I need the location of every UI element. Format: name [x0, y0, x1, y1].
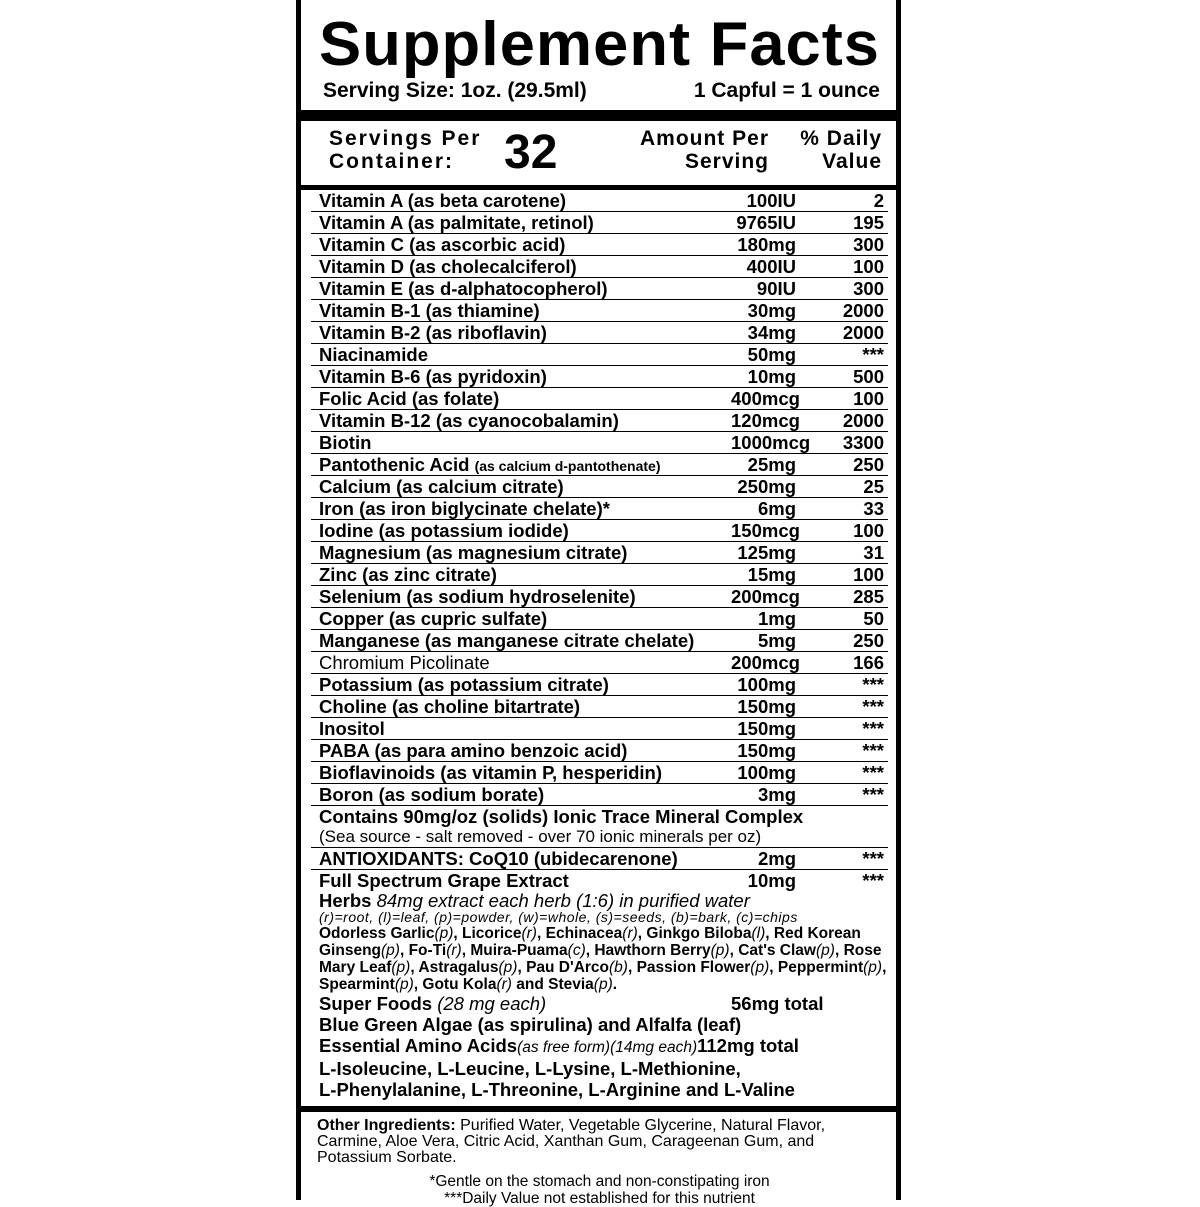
nutrient-row — [311, 564, 888, 586]
nutrient-amount: 2mg — [757, 848, 796, 869]
nutrient-name — [319, 256, 731, 277]
nutrient-row — [311, 322, 888, 344]
nutrient-amount: 6mg — [757, 498, 796, 519]
amino-acids-line-1: L-Isoleucine, L-Leucine, L-Lysine, L-Methionine, — [319, 1058, 741, 1079]
nutrient-name-text: Copper (as cupric sulfate) — [319, 608, 548, 629]
nutrient-amount: 400IU — [746, 256, 796, 277]
herb-part: (l) — [751, 925, 766, 942]
nutrient-amount: 200mcg — [731, 652, 800, 673]
other-ingredients-text: Purified Water, Vegetable Glycerine, Natural Flavor, Carmine, Aloe Vera, Citric Acid, Xanthan Gum, Carageenan Gum, and Potassium Sorbate. — [317, 1117, 826, 1166]
herb-name: Echinacea — [545, 925, 623, 942]
nutrient-row — [311, 718, 888, 740]
nutrient-amount: 5mg — [757, 630, 796, 651]
nutrient-amount: 180mg — [737, 234, 796, 255]
dv-header-line-2: Value — [822, 150, 882, 173]
herb-name: Passion Flower — [636, 959, 751, 976]
herb-separator: , — [517, 959, 527, 976]
servings-label-line-1: Servings Per — [329, 127, 482, 150]
herb-separator: , — [769, 959, 778, 976]
nutrient-amount: 400mcg — [731, 388, 800, 409]
nutrient-row — [311, 278, 888, 300]
nutrient-name — [319, 608, 731, 629]
nutrient-row — [311, 476, 888, 498]
serving-info — [311, 78, 888, 104]
nutrient-dv: 25 — [863, 476, 884, 497]
herbs-key: (r)=root, (l)=leaf, (p)=powder, (w)=whole, (s)=seeds, (b)=bark, (c)=chips — [319, 909, 798, 925]
nutrient-name-text: Potassium (as potassium citrate) — [319, 674, 609, 695]
herb-part: (p) — [863, 959, 883, 976]
nutrient-name-text: Iodine (as potassium iodide) — [319, 520, 569, 541]
nutrient-row — [311, 256, 888, 278]
nutrient-dv: 31 — [863, 542, 884, 563]
herb-name: Peppermint — [777, 959, 864, 976]
nutrient-name-text: Magnesium (as magnesium citrate) — [319, 542, 628, 563]
herb-name: Rose Mary Leaf — [319, 942, 882, 976]
nutrient-dv: *** — [862, 718, 884, 739]
nutrient-row — [311, 674, 888, 696]
nutrient-row — [311, 784, 888, 806]
antioxidants-row — [311, 848, 888, 870]
herb-part: (p) — [498, 959, 518, 976]
herb-separator: , — [882, 959, 887, 976]
capful-note: 1 Capful = 1 ounce — [693, 79, 880, 102]
nutrient-name — [319, 212, 731, 233]
nutrient-dv: *** — [862, 870, 884, 891]
nutrient-dv: 250 — [853, 630, 884, 651]
nutrient-name-text: Selenium (as sodium hydroselenite) — [319, 586, 636, 607]
nutrient-amount: 50mg — [747, 344, 796, 365]
thick-divider — [301, 110, 896, 121]
nutrient-amount: 90IU — [756, 278, 796, 299]
nutrient-name — [319, 520, 731, 541]
nutrient-name-text: Iron (as iron biglycinate chelate)* — [319, 498, 610, 519]
nutrient-row — [311, 410, 888, 432]
footnote-daily-value: ***Daily Value not established for this nutrient — [444, 1190, 755, 1207]
herb-name: Astragalus — [418, 959, 499, 976]
nutrient-list — [311, 190, 888, 806]
nutrient-dv: *** — [862, 784, 884, 805]
nutrient-dv: 100 — [853, 388, 884, 409]
nutrient-name — [319, 476, 731, 497]
herb-part: (p) — [394, 976, 414, 993]
nutrient-row — [311, 300, 888, 322]
nutrient-name — [319, 322, 731, 343]
herb-name: Hawthorn Berry — [594, 942, 711, 959]
nutrient-dv: 2000 — [842, 410, 884, 431]
herb-separator: . — [612, 976, 618, 993]
nutrient-row — [311, 388, 888, 410]
nutrient-name — [319, 454, 731, 477]
nutrient-name — [319, 278, 731, 299]
nutrient-amount: 15mg — [747, 564, 796, 585]
herb-name: Ginkgo Biloba — [646, 925, 752, 942]
herb-part: (r) — [622, 925, 638, 942]
herb-separator: , — [585, 942, 595, 959]
nutrient-name — [319, 564, 731, 585]
nutrient-dv: 195 — [853, 212, 884, 233]
nutrient-name-text: Niacinamide — [319, 344, 428, 365]
nutrient-amount: 34mg — [747, 322, 796, 343]
nutrient-dv: 2000 — [842, 322, 884, 343]
herb-name: Gotu Kola — [422, 976, 497, 993]
amino-acids-heading — [311, 1035, 888, 1058]
herb-name: Red Korean Ginseng — [319, 925, 861, 959]
nutrient-row — [311, 190, 888, 212]
nutrient-name-text: Biotin — [319, 432, 372, 453]
nutrient-name — [319, 542, 731, 563]
super-foods-items: Blue Green Algae (as spirulina) and Alfalfa (leaf) — [319, 1014, 742, 1035]
herb-name: Cat's Claw — [738, 942, 816, 959]
super-foods-heading — [319, 993, 731, 1014]
nutrient-name-text: Vitamin D (as cholecalciferol) — [319, 256, 577, 277]
nutrient-name — [319, 344, 731, 365]
herb-separator: , — [453, 925, 463, 942]
nutrient-amount: 1mg — [757, 608, 796, 629]
amino-label: Essential Amino Acids — [319, 1035, 518, 1056]
nutrient-row — [311, 630, 888, 652]
nutrient-name-text: Vitamin C (as ascorbic acid) — [319, 234, 566, 255]
nutrient-row — [311, 696, 888, 718]
herbs-heading — [311, 891, 888, 910]
nutrient-dv: 300 — [853, 278, 884, 299]
nutrient-name-text: Bioflavinoids (as vitamin P, hesperidin) — [319, 762, 663, 783]
nutrient-row — [311, 762, 888, 784]
nutrient-name — [319, 586, 731, 607]
nutrient-dv: *** — [862, 344, 884, 365]
nutrient-name-text: Vitamin B-6 (as pyridoxin) — [319, 366, 547, 387]
nutrient-dv: 3300 — [842, 432, 884, 453]
servings-label-line-2: Container: — [329, 150, 454, 173]
herb-part: (c) — [567, 942, 586, 959]
nutrient-name: Full Spectrum Grape Extract — [319, 870, 569, 891]
nutrient-name-text: Calcium (as calcium citrate) — [319, 476, 564, 497]
other-ingredients-label: Other Ingredients: — [317, 1117, 456, 1134]
nutrient-name — [319, 740, 731, 761]
nutrient-name — [319, 190, 731, 211]
nutrient-row — [311, 740, 888, 762]
nutrient-name-text: Pantothenic Acid — [319, 454, 470, 475]
amino-description: (as free form)(14mg each) — [517, 1039, 698, 1056]
herb-separator: , — [399, 942, 409, 959]
herb-name: Spearmint — [319, 976, 395, 993]
trace-mineral-note: (Sea source - salt removed - over 70 ionic minerals per oz) — [311, 827, 888, 848]
herb-name: Pau D'Arco — [526, 959, 610, 976]
nutrient-row — [311, 432, 888, 454]
nutrient-row — [311, 586, 888, 608]
herb-part: (b) — [609, 959, 628, 976]
nutrient-dv: 2000 — [842, 300, 884, 321]
nutrient-row — [311, 234, 888, 256]
servings-per-container-label — [329, 127, 504, 173]
footnote-iron: *Gentle on the stomach and non-constipating iron — [429, 1173, 770, 1190]
nutrient-amount: 150mcg — [731, 520, 800, 541]
nutrient-dv: 33 — [863, 498, 884, 519]
amount-header-line-2: Serving — [684, 150, 769, 173]
nutrient-name-text: Folic Acid (as folate) — [319, 388, 500, 409]
herb-separator: , — [461, 942, 471, 959]
nutrient-amount: 250mg — [737, 476, 796, 497]
herb-separator: , — [536, 925, 546, 942]
nutrient-row — [311, 542, 888, 564]
nutrient-name — [319, 432, 731, 453]
nutrient-amount: 100mg — [737, 762, 796, 783]
herb-name: Licorice — [462, 925, 522, 942]
nutrient-name-text: Vitamin B-1 (as thiamine) — [319, 300, 540, 321]
nutrient-name — [319, 388, 731, 409]
herb-part: (p) — [391, 959, 411, 976]
nutrient-dv: 285 — [853, 586, 884, 607]
nutrient-name — [319, 784, 731, 805]
nutrient-row — [311, 520, 888, 542]
serving-size: Serving Size: 1oz. (29.5ml) — [323, 79, 587, 102]
herb-part: (p) — [434, 925, 454, 942]
nutrient-name-text: Vitamin A (as beta carotene) — [319, 190, 567, 211]
nutrient-name — [319, 300, 731, 321]
herb-part: (r) — [521, 925, 537, 942]
nutrient-row — [311, 498, 888, 520]
herb-separator: , — [765, 925, 774, 942]
herb-separator: , — [729, 942, 739, 959]
panel-title: Supplement Facts — [319, 10, 880, 79]
nutrient-name-text: Zinc (as zinc citrate) — [319, 564, 497, 585]
nutrient-dv: 50 — [863, 608, 884, 629]
nutrient-name — [319, 762, 731, 783]
nutrient-dv: *** — [862, 762, 884, 783]
herb-separator: , — [637, 925, 647, 942]
nutrient-name — [319, 366, 731, 387]
nutrient-amount: 9765IU — [736, 212, 796, 233]
herb-name: Fo-Ti — [408, 942, 447, 959]
super-foods-description: (28 mg each) — [432, 993, 547, 1014]
nutrient-amount: 10mg — [747, 366, 796, 387]
nutrient-dv: 100 — [853, 520, 884, 541]
herb-name: Stevia — [548, 976, 594, 993]
nutrient-name — [319, 234, 731, 255]
herb-part: (r) — [496, 976, 512, 993]
nutrient-amount: 200mcg — [731, 586, 800, 607]
nutrient-dv: 2 — [873, 190, 884, 211]
nutrient-amount: 125mg — [737, 542, 796, 563]
nutrient-name — [319, 696, 731, 717]
grape-extract-row — [311, 870, 888, 891]
nutrient-dv: *** — [862, 848, 884, 869]
herb-separator: , — [413, 976, 423, 993]
nutrient-amount: 150mg — [737, 696, 796, 717]
nutrient-name-text: Manganese (as manganese citrate chelate) — [319, 630, 695, 651]
nutrient-name — [319, 718, 731, 739]
nutrient-amount: 25mg — [747, 454, 796, 475]
nutrient-amount: 10mg — [747, 870, 796, 891]
nutrient-row — [311, 608, 888, 630]
nutrient-dv: 300 — [853, 234, 884, 255]
nutrient-name — [319, 498, 731, 519]
super-foods-total: 56mg total — [731, 993, 824, 1014]
amino-total: 112mg total — [697, 1035, 799, 1056]
nutrient-row — [311, 366, 888, 388]
herb-separator: and — [511, 976, 549, 993]
footnotes — [311, 1173, 888, 1207]
dv-header-line-1: % Daily — [800, 127, 882, 150]
other-ingredients — [311, 1112, 888, 1166]
nutrient-dv: 100 — [853, 256, 884, 277]
nutrient-name-text: Boron (as sodium borate) — [319, 784, 545, 805]
herbs-description: 84mg extract each herb (1:6) in purified water — [371, 890, 750, 911]
servings-per-container-value: 32 — [504, 126, 558, 179]
nutrient-name-text: Vitamin E (as d-alphatocopherol) — [319, 278, 608, 299]
nutrient-amount: 3mg — [757, 784, 796, 805]
nutrient-name-text: Vitamin A (as palmitate, retinol) — [319, 212, 594, 233]
trace-mineral-line: Contains 90mg/oz (solids) Ionic Trace Mineral Complex — [319, 806, 804, 827]
herbs-label: Herbs — [319, 890, 372, 911]
amino-acids-line-2: L-Phenylalanine, L-Threonine, L-Arginine and L-Valine — [319, 1079, 795, 1100]
nutrient-dv: 166 — [853, 652, 884, 673]
super-foods-row — [311, 993, 888, 1014]
nutrient-dv: *** — [862, 674, 884, 695]
herb-name: Odorless Garlic — [319, 925, 435, 942]
nutrient-dv: 500 — [853, 366, 884, 387]
nutrient-row — [311, 454, 888, 476]
herb-part: (r) — [446, 942, 462, 959]
nutrient-amount: 120mcg — [731, 410, 800, 431]
herb-part: (p) — [381, 942, 400, 959]
amount-per-serving-header — [604, 127, 769, 173]
nutrient-name-text: Vitamin B-12 (as cyanocobalamin) — [319, 410, 619, 431]
daily-value-header — [769, 127, 882, 173]
nutrient-dv: 250 — [853, 454, 884, 475]
nutrient-dv: *** — [862, 740, 884, 761]
herbs-list — [311, 925, 888, 993]
nutrient-dv: *** — [862, 696, 884, 717]
nutrient-row — [311, 652, 888, 674]
nutrient-source-note: (as calcium d-pantothenate) — [474, 458, 661, 474]
nutrient-dv: 100 — [853, 564, 884, 585]
herb-part: (p) — [750, 959, 770, 976]
nutrient-amount: 100mg — [737, 674, 796, 695]
nutrient-name-text: PABA (as para amino benzoic acid) — [319, 740, 628, 761]
herb-separator: , — [410, 959, 419, 976]
nutrient-name-text: Chromium Picolinate — [319, 652, 490, 673]
nutrient-name — [319, 674, 731, 695]
nutrient-amount: 100IU — [746, 190, 796, 211]
nutrient-name — [319, 652, 731, 673]
herb-separator: , — [834, 942, 844, 959]
nutrient-name-text: Choline (as choline bitartrate) — [319, 696, 581, 717]
amount-header-line-1: Amount Per — [639, 127, 769, 150]
nutrient-row — [311, 344, 888, 366]
nutrient-row — [311, 212, 888, 234]
nutrient-name — [319, 410, 731, 431]
herb-part: (p) — [710, 942, 730, 959]
herb-separator: , — [627, 959, 637, 976]
column-header — [311, 121, 888, 185]
nutrient-name-text: Inositol — [319, 718, 385, 739]
super-foods-label: Super Foods — [319, 993, 433, 1014]
supplement-facts-panel — [296, 0, 901, 1207]
nutrient-amount: 150mg — [737, 740, 796, 761]
nutrient-amount: 30mg — [747, 300, 796, 321]
nutrient-amount: 1000mcg — [731, 432, 811, 453]
nutrient-name — [319, 630, 731, 651]
nutrient-name: ANTIOXIDANTS: CoQ10 (ubidecarenone) — [319, 848, 678, 869]
herb-part: (p) — [593, 976, 613, 993]
herb-name: Muira-Puama — [470, 942, 568, 959]
nutrient-amount: 150mg — [737, 718, 796, 739]
herb-part: (p) — [815, 942, 835, 959]
nutrient-name-text: Vitamin B-2 (as riboflavin) — [319, 322, 547, 343]
